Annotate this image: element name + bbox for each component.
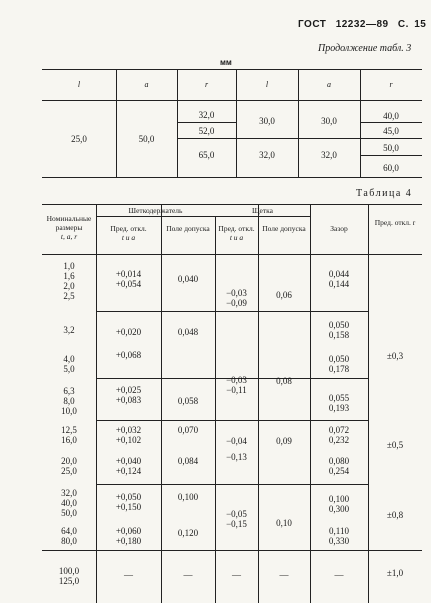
- t4-holder-dev: +0,020: [115, 327, 142, 337]
- t4-header-holder: Шеткодержатель: [128, 206, 183, 215]
- t4-holder-tol: 0,120: [177, 528, 199, 538]
- t4-size: 16,0: [61, 435, 77, 445]
- t3-r1-3: 65,0: [198, 150, 215, 160]
- t3-a2-1: 30,0: [321, 116, 337, 126]
- t4-gap: 0,050 0,158: [328, 320, 350, 340]
- t4-holder-dev: +0,040 +0,124: [115, 456, 142, 476]
- t4-gap: 0,080 0,254: [328, 456, 350, 476]
- t3-header-a2: a: [327, 80, 331, 89]
- t4-gap: 0,100 0,300: [328, 494, 350, 514]
- t4-size: 100,0: [58, 566, 80, 576]
- t4-sizes-g6: [42, 488, 96, 518]
- table3-unit: мм: [220, 58, 232, 67]
- t3-a1: 50,0: [138, 134, 155, 144]
- t3-r2-1: 40,0: [383, 111, 399, 121]
- t4-gap: 0,044 0,144: [328, 269, 350, 289]
- t4-holder-tol: 0,058: [177, 396, 199, 406]
- t4-size: 20,0: [61, 456, 77, 466]
- t4-holder-dev: +0,032 +0,102: [115, 425, 142, 445]
- t4-holder-dev: +0,068: [115, 350, 142, 360]
- t4-gap: —: [334, 570, 344, 580]
- t3-header-r1: r: [204, 80, 209, 89]
- t4-r-dev: ±1,0: [386, 568, 404, 578]
- t4-r-dev: ±0,5: [386, 440, 404, 450]
- t3-l2-1: 30,0: [259, 116, 275, 126]
- t4-size: 6,3: [63, 386, 75, 396]
- t4-sizes-g2: [42, 354, 96, 374]
- t4-header-r-dev: Пред. откл. r: [374, 218, 416, 227]
- t4-size: 2,5: [63, 291, 75, 301]
- t4-size: 125,0: [58, 576, 80, 586]
- standard-number: 12232—89: [335, 19, 389, 30]
- t4-size: 40,0: [61, 498, 77, 508]
- t4-size: 25,0: [61, 466, 77, 476]
- t4-sizes-g8: [42, 566, 96, 586]
- t4-holder-dev: +0,014 +0,054: [115, 269, 142, 289]
- t4-size: 2,0: [63, 281, 75, 291]
- t3-header-r2: r: [389, 80, 393, 89]
- t4-brush-tol: 0,09: [276, 436, 292, 446]
- t3-header-l2: l: [265, 80, 269, 89]
- t4-holder-tol: 0,048: [177, 327, 199, 337]
- t4-sizes-g4: [42, 425, 96, 445]
- t4-holder-dev: +0,025 +0,083: [115, 385, 142, 405]
- t3-r1-1: 32,0: [198, 110, 215, 120]
- table4-title: Таблица 4: [356, 188, 413, 199]
- t4-size: 50,0: [61, 508, 77, 518]
- t4-holder-dev: —: [124, 570, 133, 580]
- t4-header-brush-tol: Поле допуска: [262, 224, 306, 233]
- t4-r-dev: ±0,8: [386, 510, 404, 520]
- t4-sizes-g7: [42, 526, 96, 546]
- t3-l1: 25,0: [71, 134, 87, 144]
- t4-brush-dev: −0,03 −0,11: [226, 375, 247, 395]
- t4-size: 12,5: [61, 425, 77, 435]
- t3-a2-2: 32,0: [321, 150, 337, 160]
- t4-gap: 0,072 0,232: [328, 425, 350, 445]
- t3-r2-3: 50,0: [383, 143, 399, 153]
- t4-holder-dev: +0,050 +0,150: [115, 492, 142, 512]
- t3-header-a1: a: [144, 80, 149, 89]
- t4-gap: 0,110 0,330: [328, 526, 350, 546]
- t4-r-dev: ±0,3: [386, 351, 404, 361]
- standard-label: ГОСТ: [298, 19, 327, 30]
- page-number: 15: [414, 19, 427, 30]
- t4-holder-tol: 0,070: [177, 425, 199, 435]
- t3-r1-2: 52,0: [198, 126, 215, 136]
- t4-header-holder-dev: Пред. откл. t и a: [110, 224, 147, 242]
- t4-brush-tol: 0,08: [276, 376, 292, 386]
- t4-gap: 0,050 0,178: [328, 354, 350, 374]
- t3-header-l1: l: [77, 80, 81, 89]
- page-label: С.: [397, 19, 409, 30]
- t4-holder-tol: 0,084: [177, 456, 199, 466]
- t3-l2-2: 32,0: [259, 150, 275, 160]
- t4-header-sizes: Номинальные размеры t, a, r: [46, 214, 92, 241]
- t4-sizes-g1: [42, 261, 96, 301]
- t4-brush-dev: —: [232, 570, 241, 580]
- t4-header-brush: Щетка: [251, 206, 274, 215]
- t4-brush-dev: −0,05 −0,15: [226, 509, 247, 529]
- t4-holder-tol: —: [183, 570, 193, 580]
- t4-size: 32,0: [61, 488, 77, 498]
- table3-continuation: Продолжение табл. 3: [318, 43, 412, 54]
- t4-brush-dev: −0,04 −0,13: [226, 436, 247, 462]
- t4-holder-dev: +0,060 +0,180: [115, 526, 142, 546]
- t4-holder-tol: 0,040: [177, 274, 199, 284]
- t4-size: 3,2: [63, 325, 75, 335]
- t4-size: 64,0: [61, 526, 77, 536]
- t4-header-gap: Зазор: [330, 224, 348, 233]
- t4-brush-tol: 0,10: [276, 518, 292, 528]
- t4-size: 10,0: [61, 406, 77, 416]
- t4-size: 1,6: [63, 271, 75, 281]
- t3-r2-4: 60,0: [383, 163, 399, 173]
- t4-sizes-g5: [42, 456, 96, 476]
- t4-header-brush-dev: Пред. откл. t и a: [218, 224, 255, 242]
- t4-brush-tol: —: [279, 570, 289, 580]
- t4-size: 1,0: [63, 261, 75, 271]
- t4-size: 8,0: [63, 396, 75, 406]
- t4-holder-tol: 0,100: [177, 492, 199, 502]
- t3-r2-2: 45,0: [383, 126, 399, 136]
- t4-brush-dev: −0,03 −0,09: [226, 288, 247, 308]
- t4-size: 5,0: [63, 364, 75, 374]
- t4-sizes-g3: [42, 386, 96, 416]
- t4-header-holder-tol: Поле допуска: [166, 224, 210, 233]
- t4-size: 4,0: [63, 354, 75, 364]
- page-header: [298, 19, 426, 30]
- t4-brush-tol: 0,06: [276, 290, 292, 300]
- t4-gap: 0,055 0,193: [328, 393, 350, 413]
- t4-size: 80,0: [61, 536, 77, 546]
